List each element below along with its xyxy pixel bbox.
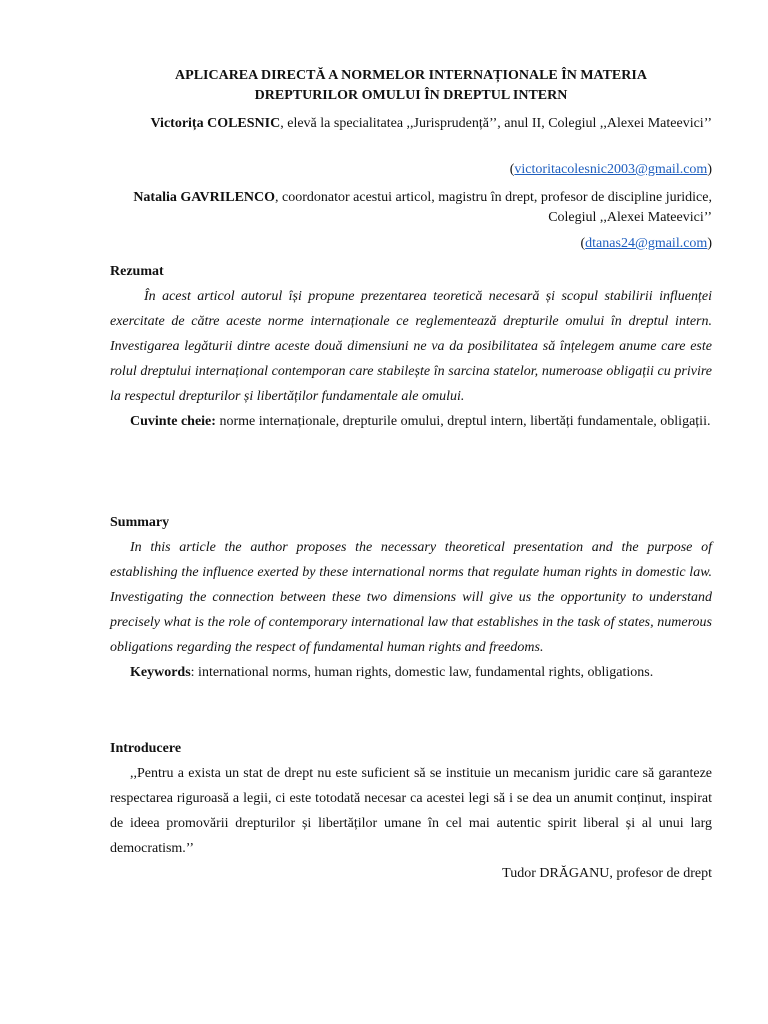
summary-section <box>110 535 712 685</box>
author-2-desc: , coordonator acestui articol, magistru în drept, profesor de discipline juridice, Colegiul ,,Alexei Mateevici’’ <box>275 190 712 225</box>
article-title <box>110 66 712 106</box>
author-1-name: Victorița COLESNIC <box>150 116 281 131</box>
intro-quote: ,,Pentru a exista un stat de drept nu este suficient să se instituie un mecanism juridic care să garanteze respectarea riguroasă a legii, ci este totodată necesar ca acestei legi să i se dea un anumit conținut, inspirat de ideea promovării drepturilor și libertăților umane în cel mai autentic spirit liberal și al unui larg democratism.’’ <box>110 766 712 856</box>
intro-section <box>110 761 712 886</box>
rezumat-section <box>110 284 712 434</box>
title-line-1: APLICAREA DIRECTĂ A NORMELOR INTERNAȚIONALE ÎN MATERIA <box>175 68 647 83</box>
rezumat-keywords <box>110 409 712 434</box>
summary-heading: Summary <box>110 515 170 530</box>
rezumat-keywords-label: Cuvinte cheie: <box>130 414 216 429</box>
author-1 <box>110 114 712 134</box>
summary-keywords-text: : international norms, human rights, domestic law, fundamental rights, obligations. <box>190 665 654 680</box>
summary-text: In this article the author proposes the necessary theoretical presentation and the purpose of establishing the influence exerted by these international norms that regulate human rights in domestic law. Investigating the connection between these two dimensions will give us the opportunity to understand precisely what is the role of contemporary international law that establishes in the task of states, numerous obligations regarding the respect of fundamental human rights and freedoms. <box>110 540 712 655</box>
intro-heading: Introducere <box>110 741 182 756</box>
author-1-email-line: (victoritacolesnic2003@gmail.com) <box>509 162 712 177</box>
rezumat-heading: Rezumat <box>110 264 164 279</box>
rezumat-text: În acest articol autorul își propune prezentarea teoretică necesară și scopul stabilirii influenței exercitate de către aceste norme internaționale ce reglementează drepturile omului în dreptul intern. Investigarea legăturii dintre aceste două dimensiuni ne va da posibilitatea să înțelegem anume care este rolul dreptului internațional contemporan care stabilește în sarcina statelor, numeroase obligații cu privire la respectul drepturilor și libertăților fundamentale ale omului. <box>110 289 712 404</box>
author-1-email-link[interactable]: victoritacolesnic2003@gmail.com <box>514 162 708 177</box>
summary-keywords <box>110 660 712 685</box>
summary-keywords-label: Keywords <box>130 665 191 680</box>
author-2-email-link[interactable]: dtanas24@gmail.com <box>585 236 708 251</box>
author-2 <box>110 188 712 228</box>
author-2-name: Natalia GAVRILENCO <box>133 190 276 205</box>
author-2-email-line: (dtanas24@gmail.com) <box>580 236 712 251</box>
intro-attribution: Tudor DRĂGANU, profesor de drept <box>502 866 712 881</box>
author-1-desc: , elevă la specialitatea ,,Jurisprudență’’, anul II, Colegiul ,,Alexei Mateevici’’ <box>280 116 712 131</box>
title-line-2: DREPTURILOR OMULUI ÎN DREPTUL INTERN <box>254 88 568 103</box>
rezumat-keywords-text: norme internaționale, drepturile omului, dreptul intern, libertăți fundamentale, obligații. <box>215 414 711 429</box>
